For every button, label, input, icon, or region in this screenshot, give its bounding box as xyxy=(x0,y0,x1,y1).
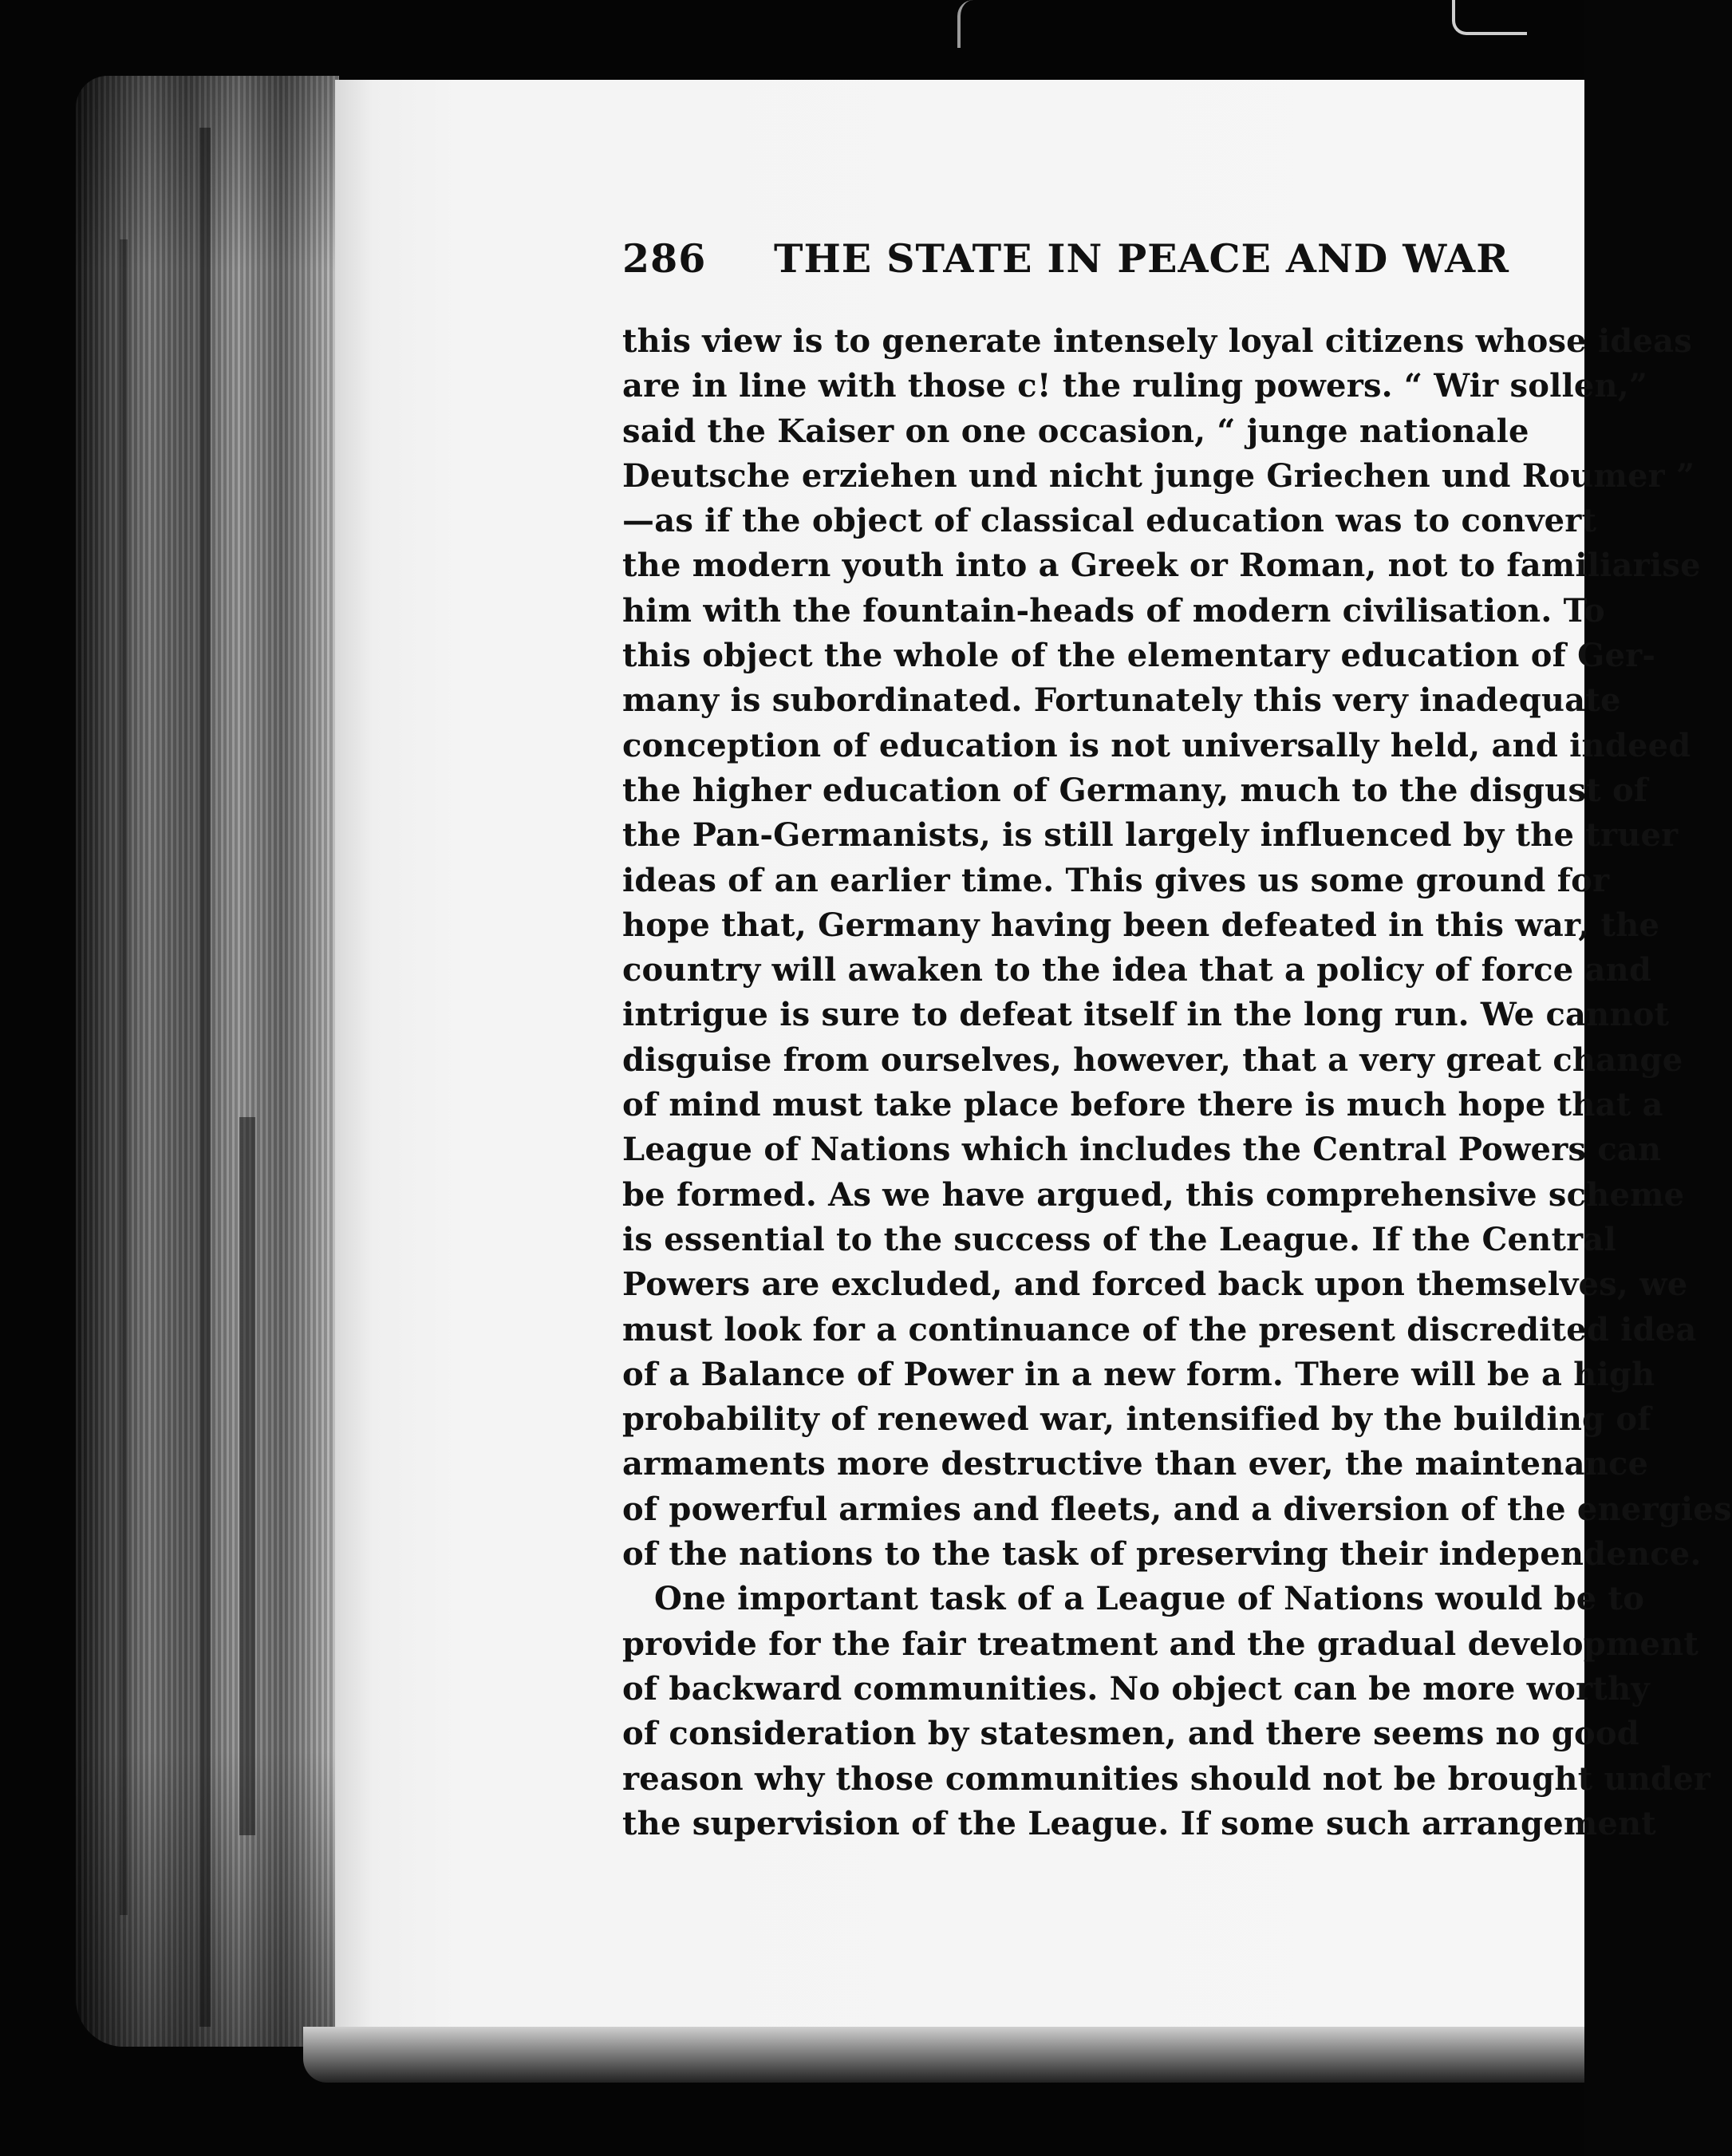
text-line: the modern youth into a Greek or Roman, not to familiarise xyxy=(622,547,1701,585)
running-title: THE STATE IN PEACE AND WAR xyxy=(774,235,1509,282)
text-line: him with the fountain-heads of modern civilisation. To xyxy=(622,591,1605,630)
page-bottom-shadow xyxy=(303,2027,1584,2083)
text-line: of backward communities. No object can be more worthy xyxy=(622,1669,1650,1708)
text-line: armaments more destructive than ever, the maintenance xyxy=(622,1445,1649,1483)
text-line: intrigue is sure to defeat itself in the long run. We cannot xyxy=(622,996,1670,1034)
text-line: of consideration by statesmen, and there seems no good xyxy=(622,1715,1639,1753)
paragraph-start-line: One important task of a League of Nations would be to xyxy=(654,1580,1645,1618)
text-line: —as if the object of classical education was to convert xyxy=(622,502,1597,540)
book-edge-shadow xyxy=(76,76,339,2047)
text-line: this object the whole of the elementary education of Ger- xyxy=(622,637,1656,675)
text-line: must look for a continuance of the present discredited idea xyxy=(622,1310,1697,1348)
text-line: conception of education is not universally held, and indeed xyxy=(622,726,1691,764)
text-line: many is subordinated. Fortunately this very inadequate xyxy=(622,681,1621,720)
text-line: ideas of an earlier time. This gives us some ground for xyxy=(622,861,1610,899)
text-line: said the Kaiser on one occasion, “ junge nationale xyxy=(622,412,1529,450)
text-line: the Pan-Germanists, is still largely influenced by the truer xyxy=(622,816,1679,855)
text-line: League of Nations which includes the Central Powers can xyxy=(622,1131,1662,1169)
text-line: Deutsche erziehen und nicht junge Griechen und Roumer ” xyxy=(622,456,1695,495)
text-line: are in line with those c! the ruling powers. “ Wir sollen,” xyxy=(622,367,1648,405)
text-line: of powerful armies and fleets, and a diversion of the energies xyxy=(622,1490,1732,1528)
text-line: the higher education of Germany, much to the disgust of xyxy=(622,771,1648,809)
text-line: disguise from ourselves, however, that a very great change xyxy=(622,1040,1683,1079)
text-line: probability of renewed war, intensified by the building of xyxy=(622,1400,1651,1439)
body-text xyxy=(622,319,1732,1846)
text-line: country will awaken to the idea that a policy of force and xyxy=(622,951,1652,989)
text-line: this view is to generate intensely loyal citizens whose ideas xyxy=(622,322,1692,360)
text-line: the supervision of the League. If some such arrangement xyxy=(622,1804,1656,1842)
text-line: of mind must take place before there is much hope that a xyxy=(622,1086,1663,1124)
text-line: of the nations to the task of preserving their independence. xyxy=(622,1535,1702,1574)
page-edge-mark xyxy=(957,0,976,48)
text-line: of a Balance of Power in a new form. There will be a high xyxy=(622,1355,1655,1393)
page-number: 286 xyxy=(622,235,707,282)
text-line: be formed. As we have argued, this comprehensive scheme xyxy=(622,1175,1685,1214)
text-line: Powers are excluded, and forced back upon themselves, we xyxy=(622,1266,1688,1304)
text-line: provide for the fair treatment and the gradual development xyxy=(622,1625,1699,1663)
text-line: reason why those communities should not be brought under xyxy=(622,1759,1711,1798)
running-head xyxy=(622,235,1509,282)
page-edge-mark xyxy=(1452,0,1527,35)
text-line: hope that, Germany having been defeated in this war, the xyxy=(622,906,1660,944)
text-line: is essential to the success of the League. If the Central xyxy=(622,1220,1616,1258)
